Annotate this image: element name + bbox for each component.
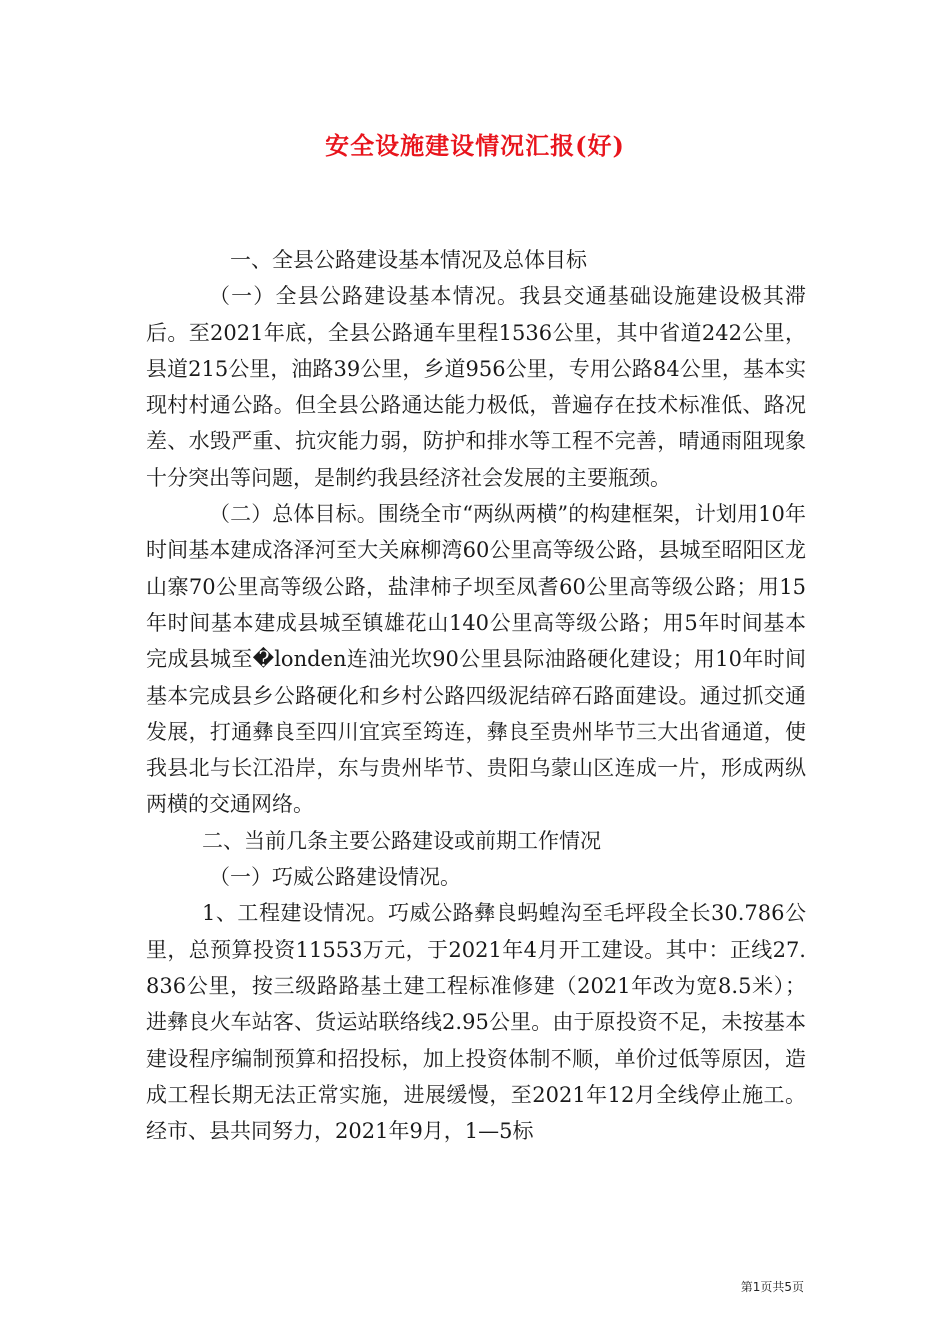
paragraph-overall-goal: （二）总体目标。围绕全市“两纵两横”的构建框架，计划用10年时间基本建成洛泽河至大关麻柳湾60公里高等级公路，县城至昭阳区龙山寨70公里高等级公路，盐津柿子坝至凤耆60公里高等级公路；用15年时间基本建成县城至镇雄花山140公里高等级公路；用5年时间基本完成县城至�londen连油光坎90公里县际油路硬化建设；用10年时间基本完成县乡公路硬化和乡村公路四级泥结碎石路面建设。通过抓交通发展，打通彝良至四川宜宾至筠连，彝良至贵州毕节三大出省通道，使我县北与长江沿岸，东与贵州毕节、贵阳乌蒙山区连成一片，形成两纵两横的交通网络。 (146, 502, 806, 817)
paragraph-construction: 1、工程建设情况。巧威公路彝良蚂蝗沟至毛坪段全长30.786公里，总预算投资11553万元，于2021年4月开工建设。其中：正线27.836公里，按三级路路基土建工程标准修建（2021年改为宽8.5米）；进彝良火车站客、货运站联络线2.95公里。由于原投资不足，未按基本建设程序编制预算和招投标，加上投资体制不顺，单价过低等原因，造成工程长期无法正常实施，进展缓慢，至2021年12月全线停止施工。经市、县共同努力，2021年9月，1—5标 (146, 901, 806, 1144)
subsection-heading: （一）巧威公路建设情况。 (209, 865, 461, 890)
page-number: 第1页共5页 (740, 1280, 804, 1294)
paragraph-basic-situation: （一）全县公路建设基本情况。我县交通基础设施建设极其滞后。至2021年底，全县公路通车里程1536公里，其中省道242公里，县道215公里，油路39公里，乡道956公里，专用公路84公里，基本实现村村通公路。但全县公路通达能力极低，普遍存在技术标准低、路况差、水毁严重、抗灾能力弱，防护和排水等工程不完善，晴通雨阻现象十分突出等问题，是制约我县经济社会发展的主要瓶颈。 (146, 284, 806, 490)
section-heading-1: 一、全县公路建设基本情况及总体目标 (230, 248, 587, 272)
document-body (146, 242, 806, 1149)
section-heading-2: 二、当前几条主要公路建设或前期工作情况 (202, 828, 601, 853)
document-title: 安全设施建设情况汇报(好) (325, 131, 625, 160)
